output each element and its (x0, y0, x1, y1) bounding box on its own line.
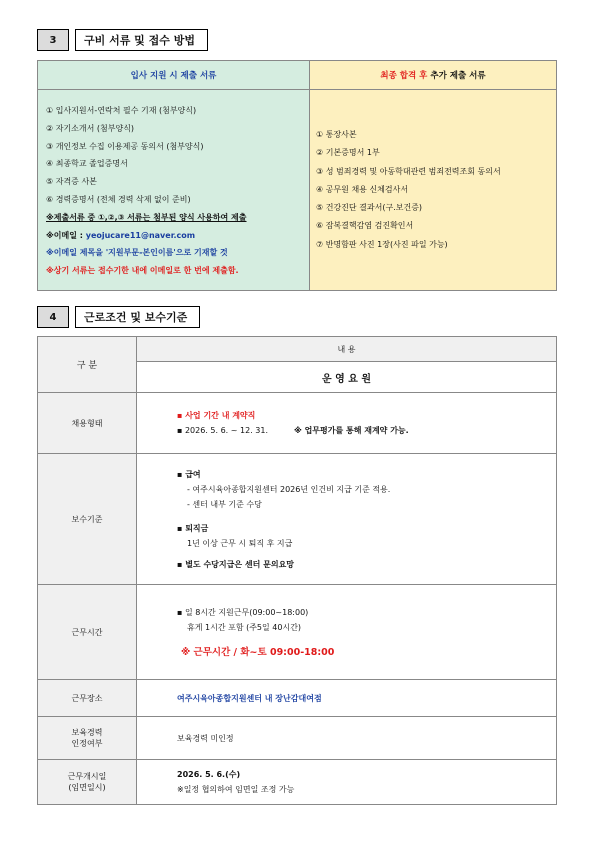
category-header: 구 분 (38, 337, 137, 393)
section-3-header (37, 29, 208, 51)
list-item: ④ 공무원 채용 신체검사서 (316, 184, 409, 194)
email-address[interactable]: yeojucare11@naver.com (85, 230, 196, 240)
employment-type-content: ▪ 사업 기간 내 계약직 ▪ 2026. 5. 6. ~ 12. 31. ※ 업무평가를 통해 재계약 가능. (137, 393, 557, 454)
list-item: ④ 최종학교 졸업증명서 (46, 159, 128, 169)
section-4-title: 근로조건 및 보수기준 (75, 306, 200, 328)
list-item: ② 기본증명서 1부 (316, 148, 380, 158)
submission-docs-header: 입사 지원 시 제출 서류 (38, 61, 310, 90)
submission-deadline-note: ※상기 서류는 접수기한 내에 이메일로 한 번에 제출함. (46, 266, 239, 276)
list-item: ⑥ 경력증명서 (전체 경력 삭제 없이 준비) (46, 194, 191, 204)
employment-type-label: 채용형태 (38, 393, 137, 454)
work-place-label: 근무장소 (38, 680, 137, 717)
working-hours-content: ▪ 일 8시간 지원근무(09:00~18:00) 휴게 1시간 포함 (주5일 40시간) ※ 근무시간 / 화~토 09:00-18:00 (137, 585, 557, 680)
email-line: ※이메일 : yeojucare11@naver.com (46, 230, 196, 240)
list-item: ② 자기소개서 (첨부양식) (46, 123, 135, 133)
section-3-number: 3 (37, 29, 69, 51)
pay-standard-label: 보수기준 (38, 454, 137, 585)
list-item: ① 통장사본 (316, 130, 357, 140)
list-item: ⑥ 잠복결핵감염 검진확인서 (316, 221, 414, 231)
section-4-number: 4 (37, 306, 69, 328)
list-item: ⑤ 자격증 사본 (46, 177, 97, 187)
list-item: ① 입사지원서-연락처 필수 기재 (첨부양식) (46, 106, 197, 115)
position-title: 운 영 요 원 (137, 362, 557, 393)
working-conditions-table (37, 336, 557, 805)
submission-docs-list (38, 90, 310, 291)
additional-docs-header: 최종 합격 후 추가 제출 서류 (310, 61, 557, 90)
working-hours-label: 근무시간 (38, 585, 137, 680)
content-header: 내 용 (137, 337, 557, 362)
work-place-value: 여주시육아종합지원센터 내 장난감대여점 (137, 680, 557, 717)
additional-docs-list (310, 90, 557, 291)
email-subject-note: ※이메일 제목을 '지원부문-본인이름'으로 기재할 것 (46, 248, 228, 258)
list-item: ⑤ 건강진단 결과서(구.보건증) (316, 203, 423, 213)
career-recognition-label: 보육경력 인정여부 (38, 717, 137, 760)
form-usage-note: ※제출서류 중 ①,②,③ 서류는 첨부된 양식 사용하여 제출 (46, 212, 247, 222)
pay-standard-content: ▪ 급여 - 여주시육아종합지원센터 2026년 인건비 지급 기준 적용. - 센터 내부 기준 수당 ▪ 퇴직금 1년 이상 근무 시 퇴직 후 지급 ▪ 별도 수당지급은 센터 문의요망 (137, 454, 557, 585)
career-recognition-value: 보육경력 미인정 (137, 717, 557, 760)
list-item: ③ 개인정보 수집 이용제공 동의서 (첨부양식) (46, 141, 204, 151)
section-4-header (37, 306, 200, 328)
list-item: ③ 성 범죄경력 및 아동학대관련 범죄전력조회 동의서 (316, 166, 501, 176)
start-date-label: 근무개시일 (임면일시) (38, 760, 137, 805)
start-date-content: 2026. 5. 6.(수) ※일정 협의하여 임면일 조정 가능 (137, 760, 557, 805)
documents-table (37, 60, 557, 291)
list-item: ⑦ 반명함판 사진 1장(사진 파일 가능) (316, 239, 448, 249)
section-3-title: 구비 서류 및 접수 방법 (75, 29, 208, 51)
working-hours-note: ※ 근무시간 / 화~토 09:00-18:00 (181, 646, 335, 658)
